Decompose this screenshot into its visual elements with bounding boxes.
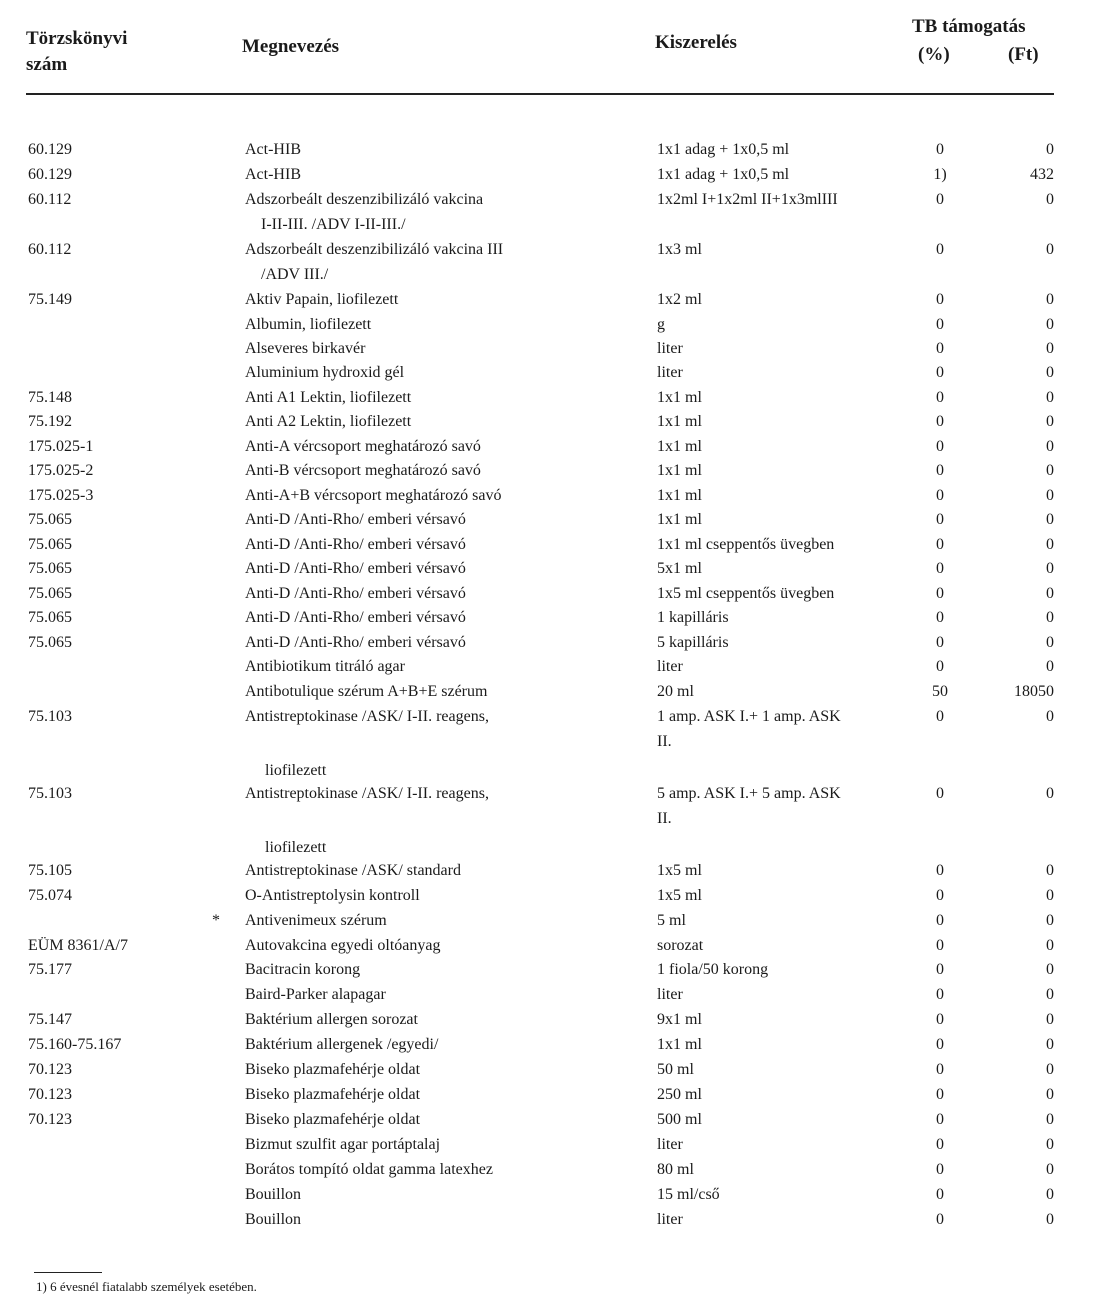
table-row — [0, 560, 1097, 584]
support-percent: 0 — [936, 1036, 944, 1053]
support-ft: 0 — [1046, 316, 1054, 333]
product-name: Anti A2 Lektin, liofilezett — [245, 413, 412, 430]
registry-number: 75.160-75.167 — [28, 1036, 122, 1053]
registry-number: 60.112 — [28, 191, 72, 208]
support-ft: 0 — [1046, 438, 1054, 455]
package-size: 1x1 ml — [657, 389, 702, 406]
support-percent: 0 — [936, 316, 944, 333]
registry-number: 60.112 — [28, 241, 72, 258]
table-row — [0, 708, 1097, 732]
table-row — [0, 961, 1097, 985]
package-size: 5 ml — [657, 912, 686, 929]
support-ft: 0 — [1046, 1061, 1054, 1078]
package-size: 1x2 ml — [657, 291, 702, 308]
header-percent: (%) — [918, 44, 950, 65]
support-ft: 0 — [1046, 708, 1054, 725]
product-name: Aktiv Papain, liofilezett — [245, 291, 399, 308]
product-name: Albumin, liofilezett — [245, 316, 372, 333]
registry-number: 175.025-1 — [28, 438, 94, 455]
package-size: 1x1 ml cseppentős üvegben — [657, 536, 835, 553]
support-ft: 0 — [1046, 291, 1054, 308]
support-percent: 0 — [936, 1086, 944, 1103]
product-name: Anti-B vércsoport meghatározó savó — [245, 462, 481, 479]
support-percent: 0 — [936, 634, 944, 651]
registry-number: 70.123 — [28, 1061, 72, 1078]
table-row — [0, 887, 1097, 911]
support-ft: 0 — [1046, 585, 1054, 602]
support-percent: 0 — [936, 609, 944, 626]
support-ft: 0 — [1046, 487, 1054, 504]
package-size: liter — [657, 364, 683, 381]
package-size: 1x5 ml cseppentős üvegben — [657, 585, 835, 602]
support-percent: 0 — [936, 487, 944, 504]
table-row — [0, 1011, 1097, 1035]
package-size: liter — [657, 1136, 683, 1153]
support-percent: 0 — [936, 1011, 944, 1028]
package-size: 1x5 ml — [657, 887, 702, 904]
registry-number: 60.129 — [28, 141, 72, 158]
support-percent: 0 — [936, 658, 944, 675]
table-row — [0, 609, 1097, 633]
product-name: Antibotulique szérum A+B+E szérum — [245, 683, 488, 700]
product-name: Antibiotikum titráló agar — [245, 658, 405, 675]
support-ft: 0 — [1046, 413, 1054, 430]
table-row — [0, 986, 1097, 1010]
product-name: Anti-D /Anti-Rho/ emberi vérsavó — [245, 585, 466, 602]
header-name: Megnevezés — [242, 36, 340, 57]
product-name: Anti-D /Anti-Rho/ emberi vérsavó — [245, 609, 466, 626]
support-percent: 0 — [936, 862, 944, 879]
product-name: Antivenimeux szérum — [245, 912, 387, 929]
table-row — [0, 413, 1097, 437]
product-name: Act-HIB — [245, 141, 301, 158]
support-ft: 0 — [1046, 340, 1054, 357]
support-percent: 0 — [936, 937, 944, 954]
support-percent: 0 — [936, 191, 944, 208]
support-ft: 0 — [1046, 634, 1054, 651]
header-rule — [26, 93, 1054, 95]
table-row — [0, 585, 1097, 609]
package-size: 1x1 ml — [657, 438, 702, 455]
support-ft: 0 — [1046, 937, 1054, 954]
table-row — [0, 1211, 1097, 1235]
package-size: 50 ml — [657, 1061, 694, 1078]
product-name: Adszorbeált deszenzibilizáló vakcina — [245, 191, 484, 208]
product-name: Anti-D /Anti-Rho/ emberi vérsavó — [245, 536, 466, 553]
support-percent: 0 — [936, 1161, 944, 1178]
registry-number: 75.148 — [28, 389, 72, 406]
support-ft: 0 — [1046, 141, 1054, 158]
support-ft: 0 — [1046, 785, 1054, 802]
package-size: 1x1 ml — [657, 511, 702, 528]
registry-number: 75.177 — [28, 961, 72, 978]
package-size: 1x3 ml — [657, 241, 702, 258]
product-name: Antistreptokinase /ASK/ standard — [245, 862, 461, 879]
support-percent: 0 — [936, 536, 944, 553]
product-name: Baktérium allergen sorozat — [245, 1011, 418, 1028]
footnote: 1) 6 évesnél fiatalabb személyek esetében. — [36, 1279, 257, 1294]
package-size: 1x1 adag + 1x0,5 ml — [657, 166, 790, 183]
support-percent: 0 — [936, 241, 944, 258]
registry-number: 75.065 — [28, 609, 72, 626]
support-percent: 0 — [936, 340, 944, 357]
registry-number: 70.123 — [28, 1111, 72, 1128]
product-name: Biseko plazmafehérje oldat — [245, 1111, 421, 1128]
registry-number: 60.129 — [28, 166, 72, 183]
support-ft: 0 — [1046, 1161, 1054, 1178]
asterisk-mark: * — [212, 912, 220, 929]
package-size: liter — [657, 340, 683, 357]
footnote-rule — [34, 1272, 102, 1273]
support-ft: 0 — [1046, 986, 1054, 1003]
package-size: 1x1 ml — [657, 462, 702, 479]
product-name: Anti-D /Anti-Rho/ emberi vérsavó — [245, 560, 466, 577]
table-row — [0, 912, 1097, 936]
product-name: Aluminium hydroxid gél — [245, 364, 405, 381]
package-size: 1 kapilláris — [657, 609, 729, 626]
support-percent: 0 — [936, 708, 944, 725]
support-percent: 0 — [936, 986, 944, 1003]
package-size: liter — [657, 986, 683, 1003]
support-ft: 0 — [1046, 536, 1054, 553]
table-row — [0, 810, 1097, 834]
table-row — [0, 340, 1097, 364]
support-ft: 0 — [1046, 887, 1054, 904]
support-percent: 0 — [936, 912, 944, 929]
header-number-line1: Törzskönyvi — [26, 28, 128, 49]
support-percent: 50 — [932, 683, 948, 700]
support-percent: 0 — [936, 389, 944, 406]
support-ft: 0 — [1046, 389, 1054, 406]
product-name: Anti-A vércsoport meghatározó savó — [245, 438, 481, 455]
support-ft: 0 — [1046, 364, 1054, 381]
product-name: Anti A1 Lektin, liofilezett — [245, 389, 412, 406]
product-name: Baktérium allergenek /egyedi/ — [245, 1036, 439, 1053]
support-ft: 18050 — [1014, 683, 1054, 700]
support-ft: 0 — [1046, 241, 1054, 258]
package-size: 80 ml — [657, 1161, 694, 1178]
table-row — [0, 141, 1097, 165]
support-ft: 0 — [1046, 1111, 1054, 1128]
support-ft: 0 — [1046, 1186, 1054, 1203]
package-size: 1 fiola/50 korong — [657, 961, 769, 978]
support-ft: 0 — [1046, 1086, 1054, 1103]
support-percent: 0 — [936, 887, 944, 904]
support-percent: 0 — [936, 961, 944, 978]
support-ft: 0 — [1046, 462, 1054, 479]
product-name: Bouillon — [245, 1186, 302, 1203]
support-percent: 0 — [936, 291, 944, 308]
package-size: 250 ml — [657, 1086, 702, 1103]
header-package: Kiszerelés — [655, 32, 737, 53]
product-name: Autovakcina egyedi oltóanyag — [245, 937, 441, 954]
table-row — [0, 634, 1097, 658]
registry-number: 75.065 — [28, 536, 72, 553]
registry-number: 75.103 — [28, 708, 72, 725]
product-name: I-II-III. /ADV I-II-III./ — [261, 216, 406, 233]
support-percent: 0 — [936, 585, 944, 602]
product-name: O-Antistreptolysin kontroll — [245, 887, 420, 904]
registry-number: 75.103 — [28, 785, 72, 802]
support-ft: 0 — [1046, 191, 1054, 208]
product-name: Act-HIB — [245, 166, 301, 183]
table-row — [0, 733, 1097, 757]
table-row — [0, 1061, 1097, 1085]
registry-number: 75.065 — [28, 560, 72, 577]
table-row — [0, 191, 1097, 215]
support-percent: 0 — [936, 785, 944, 802]
package-size: 5x1 ml — [657, 560, 702, 577]
package-size: 500 ml — [657, 1111, 702, 1128]
registry-number: 75.065 — [28, 585, 72, 602]
table-row — [0, 316, 1097, 340]
registry-number: 175.025-3 — [28, 487, 94, 504]
support-ft: 0 — [1046, 511, 1054, 528]
table-row — [0, 1186, 1097, 1210]
support-percent: 0 — [936, 462, 944, 479]
package-size: 1x5 ml — [657, 862, 702, 879]
table-row — [0, 1111, 1097, 1135]
support-ft: 0 — [1046, 912, 1054, 929]
table-row — [0, 438, 1097, 462]
product-name: liofilezett — [265, 762, 327, 779]
product-name: Anti-D /Anti-Rho/ emberi vérsavó — [245, 511, 466, 528]
support-percent: 0 — [936, 141, 944, 158]
package-size: II. — [657, 733, 672, 750]
product-name: Borátos tompító oldat gamma latexhez — [245, 1161, 493, 1178]
package-size: 1x2ml I+1x2ml II+1x3mlIII — [657, 191, 838, 208]
support-ft: 0 — [1046, 658, 1054, 675]
registry-number: 75.105 — [28, 862, 72, 879]
support-ft: 0 — [1046, 1011, 1054, 1028]
header-support: TB támogatás — [912, 16, 1026, 37]
package-size: sorozat — [657, 937, 704, 954]
registry-number: 75.074 — [28, 887, 72, 904]
package-size: 1x1 ml — [657, 487, 702, 504]
table-row — [0, 364, 1097, 388]
product-name: Anti-A+B vércsoport meghatározó savó — [245, 487, 502, 504]
product-name: Biseko plazmafehérje oldat — [245, 1061, 421, 1078]
package-size: 9x1 ml — [657, 1011, 702, 1028]
header-ft: (Ft) — [1008, 44, 1039, 65]
support-ft: 0 — [1046, 1036, 1054, 1053]
product-name: Bouillon — [245, 1211, 302, 1228]
table-row — [0, 536, 1097, 560]
table-row — [0, 683, 1097, 707]
product-name: Adszorbeált deszenzibilizáló vakcina III — [245, 241, 504, 258]
package-size: 1x1 adag + 1x0,5 ml — [657, 141, 790, 158]
table-row — [0, 1036, 1097, 1060]
package-size: g — [657, 316, 665, 333]
product-name: Antistreptokinase /ASK/ I-II. reagens, — [245, 708, 489, 725]
support-ft: 0 — [1046, 1211, 1054, 1228]
support-percent: 0 — [936, 413, 944, 430]
support-percent: 1) — [933, 166, 947, 183]
header-number-line2: szám — [26, 54, 68, 75]
support-percent: 0 — [936, 1061, 944, 1078]
support-ft: 0 — [1046, 609, 1054, 626]
table-row — [0, 389, 1097, 413]
registry-number: 75.192 — [28, 413, 72, 430]
support-percent: 0 — [936, 560, 944, 577]
package-size: 15 ml/cső — [657, 1186, 720, 1203]
table-row — [0, 241, 1097, 265]
product-name: Bizmut szulfit agar portáptalaj — [245, 1136, 441, 1153]
product-name: liofilezett — [265, 839, 327, 856]
table-row — [0, 785, 1097, 809]
table-row — [0, 216, 1097, 240]
table-row — [0, 1086, 1097, 1110]
support-ft: 432 — [1030, 166, 1054, 183]
support-percent: 0 — [936, 1111, 944, 1128]
table-row — [0, 166, 1097, 190]
product-name: /ADV III./ — [261, 266, 329, 283]
package-size: liter — [657, 658, 683, 675]
support-ft: 0 — [1046, 560, 1054, 577]
table-row — [0, 862, 1097, 886]
registry-number: EÜM 8361/A/7 — [28, 937, 128, 954]
support-ft: 0 — [1046, 961, 1054, 978]
table-row — [0, 511, 1097, 535]
table-row — [0, 1161, 1097, 1185]
table-row — [0, 266, 1097, 290]
support-percent: 0 — [936, 1211, 944, 1228]
table-row — [0, 762, 1097, 786]
registry-number: 75.065 — [28, 634, 72, 651]
registry-number: 175.025-2 — [28, 462, 94, 479]
package-size: 1x1 ml — [657, 1036, 702, 1053]
registry-number: 75.065 — [28, 511, 72, 528]
product-name: Baird-Parker alapagar — [245, 986, 386, 1003]
registry-number: 75.147 — [28, 1011, 72, 1028]
package-size: 1x1 ml — [657, 413, 702, 430]
table-row — [0, 487, 1097, 511]
package-size: 5 amp. ASK I.+ 5 amp. ASK — [657, 785, 841, 802]
table-row — [0, 937, 1097, 961]
product-name: Antistreptokinase /ASK/ I-II. reagens, — [245, 785, 489, 802]
table-row — [0, 462, 1097, 486]
package-size: 20 ml — [657, 683, 694, 700]
registry-number: 75.149 — [28, 291, 72, 308]
support-ft: 0 — [1046, 1136, 1054, 1153]
package-size: 5 kapilláris — [657, 634, 729, 651]
package-size: liter — [657, 1211, 683, 1228]
product-name: Alseveres birkavér — [245, 340, 366, 357]
table-row — [0, 1136, 1097, 1160]
support-percent: 0 — [936, 511, 944, 528]
support-percent: 0 — [936, 1186, 944, 1203]
support-percent: 0 — [936, 364, 944, 381]
package-size: II. — [657, 810, 672, 827]
support-percent: 0 — [936, 438, 944, 455]
support-percent: 0 — [936, 1136, 944, 1153]
product-name: Bacitracin korong — [245, 961, 361, 978]
product-name: Anti-D /Anti-Rho/ emberi vérsavó — [245, 634, 466, 651]
table-row — [0, 658, 1097, 682]
package-size: 1 amp. ASK I.+ 1 amp. ASK — [657, 708, 841, 725]
table-row — [0, 291, 1097, 315]
registry-number: 70.123 — [28, 1086, 72, 1103]
table-row — [0, 839, 1097, 863]
support-ft: 0 — [1046, 862, 1054, 879]
product-name: Biseko plazmafehérje oldat — [245, 1086, 421, 1103]
